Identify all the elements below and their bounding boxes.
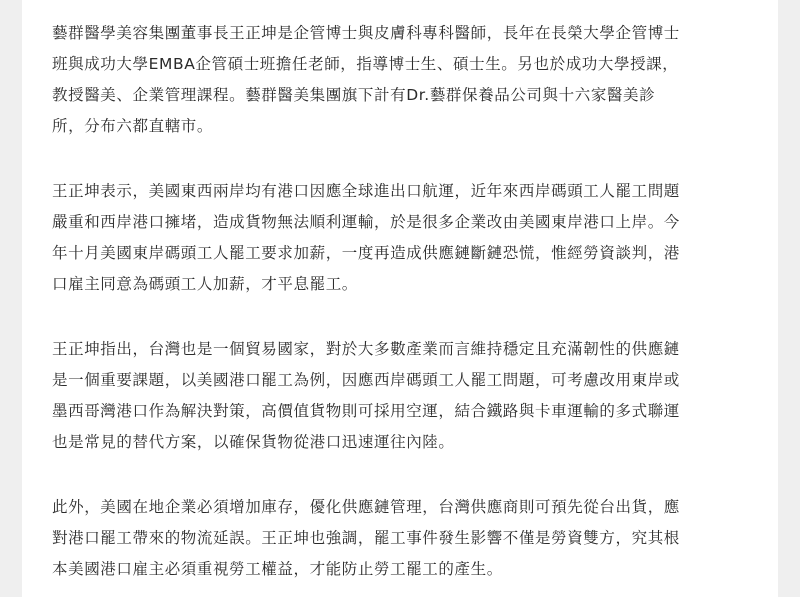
paragraph-line: 藝群醫學美容集團董事長王正坤是企管博士與皮膚科專科醫師，長年在長榮大學企管博士 <box>52 24 680 42</box>
paragraph-line: 此外，美國在地企業必須增加庫存，優化供應鏈管理，台灣供應商則可預先從台出貨，應 <box>52 498 680 516</box>
article-page <box>22 0 778 597</box>
paragraph-line: 墨西哥灣港口作為解決對策，高價值貨物則可採用空運，結合鐵路與卡車運輸的多式聯運 <box>52 402 680 420</box>
paragraph-line: 年十月美國東岸碼頭工人罷工要求加薪，一度再造成供應鏈斷鏈恐慌，惟經勞資談判，港 <box>52 244 680 262</box>
paragraph-line: 嚴重和西岸港口擁堵，造成貨物無法順利運輸，於是很多企業改由美國東岸港口上岸。今 <box>52 213 680 231</box>
article-paragraph-4 <box>52 492 750 585</box>
paragraph-line: 王正坤指出，台灣也是一個貿易國家，對於大多數產業而言維持穩定且充滿韌性的供應鏈 <box>52 340 680 358</box>
paragraph-line: 也是常見的替代方案，以確保貨物從港口迅速運往內陸。 <box>52 433 455 451</box>
paragraph-line: 口雇主同意為碼頭工人加薪，才平息罷工。 <box>52 275 358 293</box>
paragraph-line: 班與成功大學EMBA企管碩士班擔任老師，指導博士生、碩士生。另也於成功大學授課， <box>52 55 679 73</box>
paragraph-line: 教授醫美、企業管理課程。藝群醫美集團旗下計有Dr.藝群保養品公司與十六家醫美診 <box>52 86 656 104</box>
paragraph-line: 是一個重要課題，以美國港口罷工為例，因應西岸碼頭工人罷工問題，可考慮改用東岸或 <box>52 371 680 389</box>
paragraph-line: 所，分布六都直轄市。 <box>52 117 214 135</box>
paragraph-line: 本美國港口雇主必須重視勞工權益，才能防止勞工罷工的產生。 <box>52 560 503 578</box>
paragraph-line: 對港口罷工帶來的物流延誤。王正坤也強調，罷工事件發生影響不僅是勞資雙方，究其根 <box>52 529 680 547</box>
paragraph-line: 王正坤表示，美國東西兩岸均有港口因應全球進出口航運，近年來西岸碼頭工人罷工問題 <box>52 182 680 200</box>
article-paragraph-3 <box>52 334 750 458</box>
article-paragraph-2 <box>52 176 750 300</box>
article-paragraph-1 <box>52 18 750 142</box>
